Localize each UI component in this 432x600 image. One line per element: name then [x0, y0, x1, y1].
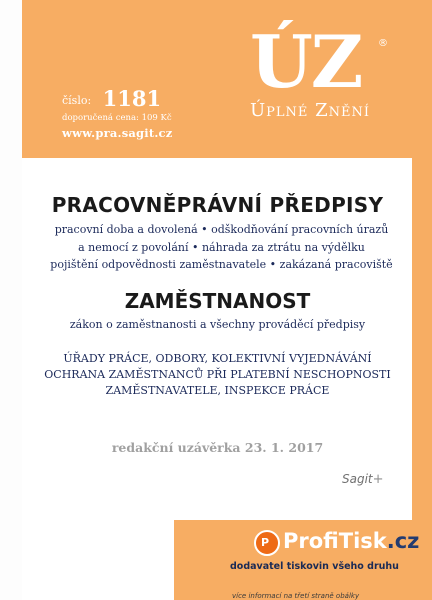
topic-line: OCHRANA ZAMĚSTNANCŮ PŘI PLATEBNÍ NESCHOPNOSTI — [44, 368, 391, 381]
uz-logo: ÚZ — [250, 19, 362, 104]
topic-line: pojištění odpovědnosti zaměstnavatele • zakázaná pracoviště — [50, 258, 393, 271]
employment-subtitle: zákon o zaměstnanosti a všechny prováděcí předpisy — [69, 318, 366, 331]
cover-right-band — [412, 0, 432, 600]
issue-info — [62, 86, 212, 140]
uz-subtitle: Úplné Znění — [250, 100, 371, 121]
employment-topics — [40, 351, 395, 399]
profitisk-name — [283, 529, 419, 553]
profitisk-domain: .cz — [386, 529, 420, 553]
profitisk-tagline: dodavatel tiskovin všeho druhu — [230, 561, 399, 572]
uz-brand — [250, 19, 390, 121]
profitisk-promo — [174, 520, 432, 600]
topic-line: a nemocí z povolání • náhrada za ztrátu na výdělku — [78, 240, 365, 254]
section-title-employment: ZAMĚSTNANOST — [124, 289, 311, 313]
labor-law-topics — [44, 221, 399, 274]
editorial-deadline: redakční uzávěrka 23. 1. 2017 — [111, 440, 324, 455]
publisher-logo — [342, 472, 384, 487]
profitisk-brand: ProfiTisk — [283, 529, 387, 553]
section-title-labor-law: PRACOVNĚPRÁVNÍ PŘEDPISY — [51, 193, 384, 217]
topic-line: ÚŘADY PRÁCE, ODBORY, KOLEKTIVNÍ VYJEDNÁVÁNÍ — [63, 352, 372, 365]
registered-mark: ® — [378, 38, 388, 49]
issue-price: doporučená cena: 109 Kč — [62, 113, 172, 123]
issue-label: číslo: — [62, 94, 92, 107]
issue-website[interactable]: www.pra.sagit.cz — [62, 126, 173, 140]
publisher-name: Sagit — [342, 472, 373, 486]
cover-left-margin — [0, 0, 22, 600]
profitisk-footnote: více informací na třetí straně obálky — [232, 592, 360, 600]
publisher-mark: + — [372, 472, 384, 487]
topic-line: pracovní doba a dovolená • odškodňování pracovních úrazů — [54, 223, 389, 236]
topic-line: ZAMĚSTNAVATELE, INSPEKCE PRÁCE — [105, 384, 330, 397]
issue-number: 1181 — [102, 86, 162, 111]
profitisk-logo-icon: P — [254, 530, 280, 556]
